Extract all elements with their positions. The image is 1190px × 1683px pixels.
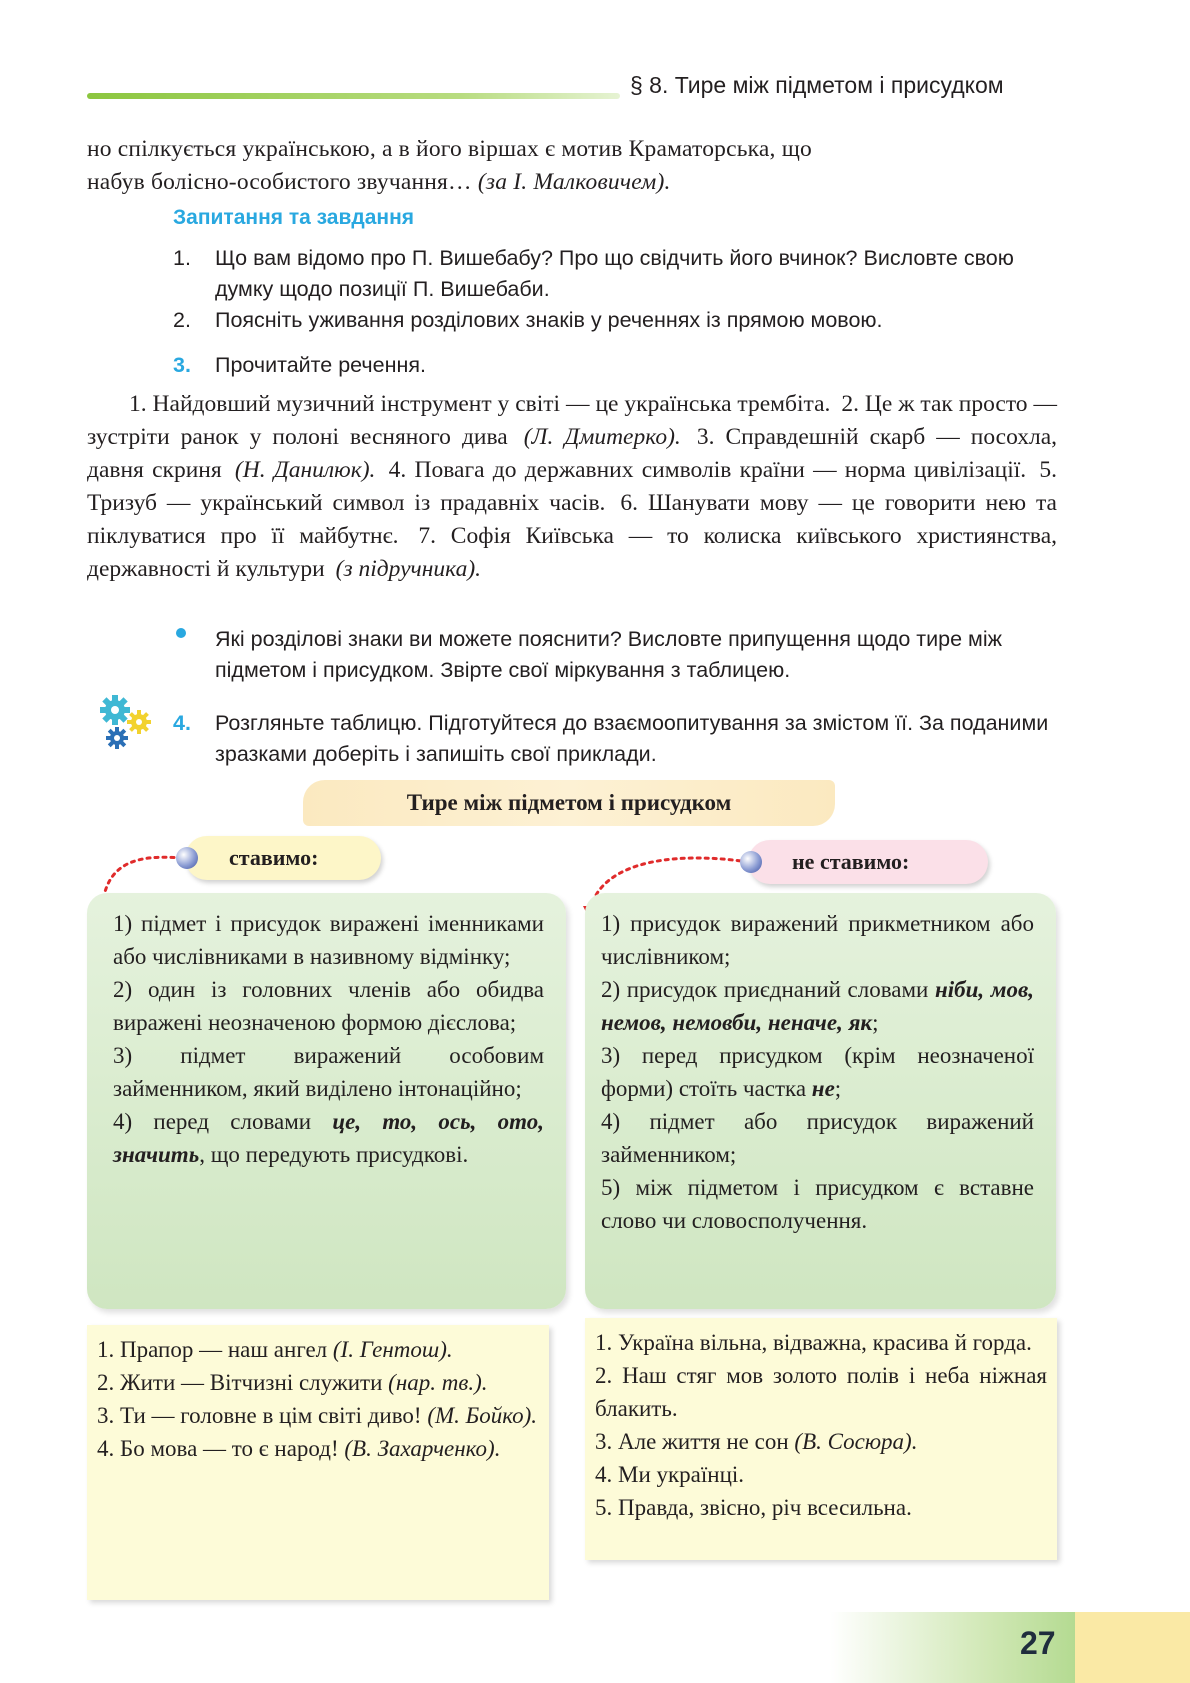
bullet-text: Які розділові знаки ви можете пояснити? Висловте припущення щодо тире між підметом і присудком. Звірте свої міркування з таблицею. (215, 627, 1002, 682)
sentence-2: 2. Це ж так просто — зустріти ранок у полоні весняного дива (Л. Дмитерко). (87, 391, 1057, 450)
not-put-example-1: 1. Україна вільна, відважна, красива й горда. (595, 1330, 1032, 1355)
task-number: 4. (173, 711, 191, 735)
intro-line-2 (87, 166, 1057, 199)
not-put-examples-box (585, 1318, 1057, 1560)
task-text: Розгляньте таблицю. Підготуйтеся до взаємоопитування за змістом її. За поданими зразками доберіть і запишіть свої приклади. (215, 711, 1049, 766)
sentence-1: 1. Найдовший музичний інструмент у світі — це українська трембіта. (129, 391, 831, 417)
sentence-3: 3. Справдешній скарб — посохла, давня скриня (Н. Данилюк). (87, 424, 1058, 483)
intro-source: (за І. Малковичем). (477, 169, 671, 195)
question-item-1 (173, 243, 1058, 305)
intro-line-1: но спілкується українською, а в його віршах є мотив Краматорська, що (87, 136, 812, 162)
not-put-rule-2: 2) присудок приєднаний словами ніби, мов, немов, немовби, неначе, як; (601, 977, 1034, 1035)
bullet-item (173, 624, 1058, 686)
sentence-7: 7. Софія Київська — то колиска київського християнства, державності й культури (з підручника). (87, 523, 1057, 582)
section-title: § 8. Тире між підметом і присудком (630, 72, 1004, 98)
not-put-example-2: 2. Наш стяг мов золото полів і неба ніжная блакить. (595, 1363, 1047, 1421)
gears-icon (95, 692, 157, 754)
header-rule (87, 93, 620, 99)
question-number: 1. (173, 246, 191, 270)
put-rules-box (87, 893, 566, 1309)
put-examples-box (87, 1325, 549, 1600)
put-example-2: 2. Жити — Вітчизні служити (нар. тв.). (97, 1370, 488, 1395)
put-example-3: 3. Ти — головне в цім світі диво! (М. Бойко). (97, 1403, 538, 1428)
not-put-rule-4: 4) підмет або присудок виражений займенником; (601, 1109, 1034, 1167)
page-number: 27 (1020, 1625, 1056, 1661)
put-rule-4: 4) перед словами це, то, ось, ото, значить, що передують присудкові. (113, 1109, 544, 1167)
not-put-example-5: 5. Правда, звісно, річ всесильна. (595, 1495, 912, 1520)
not-put-label (748, 840, 988, 884)
page-tab (1075, 1612, 1190, 1683)
task-number: 3. (173, 353, 191, 377)
put-rule-2: 2) один із головних членів або обидва виражені неозначеною формою дієслова; (113, 977, 544, 1035)
not-put-example-4: 4. Ми українці. (595, 1462, 745, 1487)
question-text: Що вам відомо про П. Вишебабу? Про що свідчить його вчинок? Висловте свою думку щодо позиції П. Вишебаби. (215, 246, 1014, 301)
not-put-example-3: 3. Але життя не сон (В. Сосюра). (595, 1429, 918, 1454)
sphere-icon (176, 847, 198, 869)
sentences-paragraph (87, 388, 1057, 586)
not-put-rule-3: 3) перед присудком (крім неозначеної форми) стоїть частка не; (601, 1043, 1034, 1101)
put-rule-3: 3) підмет виражений особовим займенником, який виділено інтонаційно; (113, 1043, 544, 1101)
question-number: 2. (173, 308, 191, 332)
not-put-label-text: не ставимо: (792, 849, 910, 874)
table-title: Тире між підметом і присудком (303, 780, 835, 826)
sentence-6: 6. Шанувати мову — це говорити нею та піклуватися про її майбутнє. (87, 490, 1057, 549)
questions-heading: Запитання та завдання (173, 206, 415, 229)
intro-paragraph (87, 133, 1057, 199)
intro-text: набув болісно-особистого звучання… (87, 169, 478, 195)
task-text: Прочитайте речення. (215, 353, 426, 377)
put-example-1: 1. Прапор — наш ангел (І. Гентош). (97, 1337, 453, 1362)
sphere-icon (740, 851, 762, 873)
put-label-text: ставимо: (229, 845, 319, 870)
sentence-4: 4. Повага до державних символів країни — норма цивілізації. (388, 457, 1027, 483)
task-4 (173, 708, 1058, 770)
put-rule-1: 1) підмет і присудок виражені іменниками або числівниками в називному відмінку; (113, 911, 544, 969)
not-put-rules-box (585, 893, 1056, 1309)
task-3 (173, 350, 1058, 381)
question-text: Поясніть уживання розділових знаків у реченнях із прямою мовою. (215, 308, 883, 332)
put-label (185, 836, 381, 880)
question-item-2 (173, 305, 1058, 336)
not-put-rule-1: 1) присудок виражений прикметником або числівником; (601, 911, 1034, 969)
put-example-4: 4. Бо мова — то є народ! (В. Захарченко). (97, 1436, 501, 1461)
sentence-5: 5. Тризуб — український символ із прадавніх часів. (87, 457, 1058, 516)
not-put-rule-5: 5) між підметом і присудком є вставне слово чи словосполучення. (601, 1175, 1034, 1233)
